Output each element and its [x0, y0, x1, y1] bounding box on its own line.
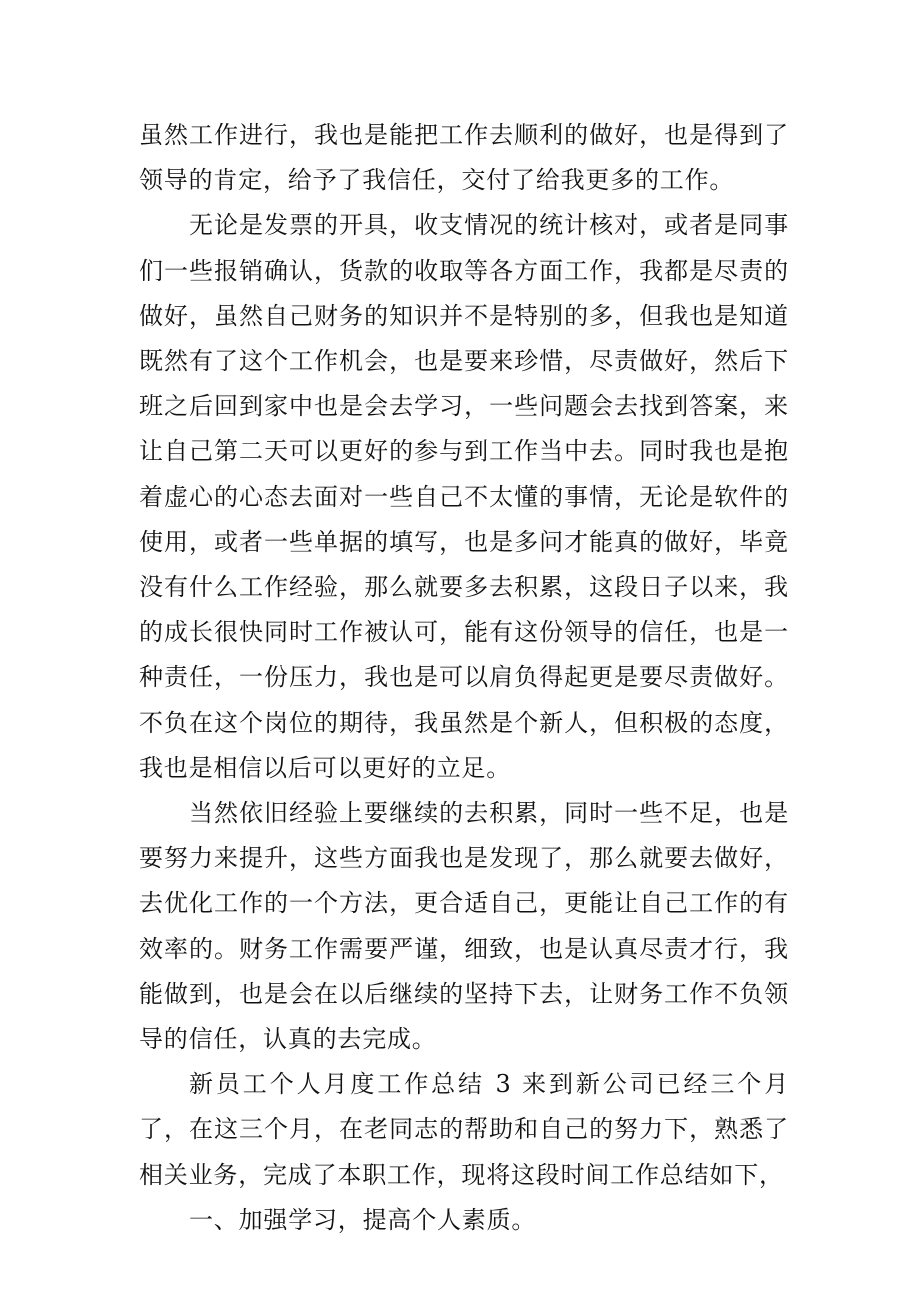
paragraph: 无论是发票的开具，收支情况的统计核对，或者是同事们一些报销确认，货款的收取等各方面工作，我都是尽责的做好，虽然自己财务的知识并不是特别的多，但我也是知道既然有了这个工作机会，也是要来珍惜，尽责做好，然后下班之后回到家中也是会去学习，一些问题会去找到答案，来让自己第二天可以更好的参与到工作当中去。同时我也是抱着虚心的心态去面对一些自己不太懂的事情，无论是软件的使用，或者一些单据的填写，也是多问才能真的做好，毕竟没有什么工作经验，那么就要多去积累，这段日子以来，我的成长很快同时工作被认可，能有这份领导的信任，也是一种责任，一份压力，我也是可以肩负得起更是要尽责做好。不负在这个岗位的期待，我虽然是个新人，但积极的态度，我也是相信以后可以更好的立足。	[139, 211, 789, 782]
section-heading: 一、加强学习，提高个人素质。	[189, 1205, 537, 1234]
paragraph: 新员工个人月度工作总结 3 来到新公司已经三个月了，在这三个月，在老同志的帮助和自己的努力下，熟悉了相关业务，完成了本职工作，现将这段时间工作总结如下，	[139, 1070, 789, 1189]
paragraph: 当然依旧经验上要继续的去积累，同时一些不足，也是要努力来提升，这些方面我也是发现了，那么就要去做好，去优化工作的一个方法，更合适自己，更能让自己工作的有效率的。财务工作需要严谨，细致，也是认真尽责才行，我能做到，也是会在以后继续的坚持下去，让财务工作不负领导的信任，认真的去完成。	[139, 799, 789, 1054]
paragraph: 虽然工作进行，我也是能把工作去顺利的做好，也是得到了领导的肯定，给予了我信任，交付了给我更多的工作。	[139, 121, 789, 195]
document-body	[139, 113, 789, 1243]
